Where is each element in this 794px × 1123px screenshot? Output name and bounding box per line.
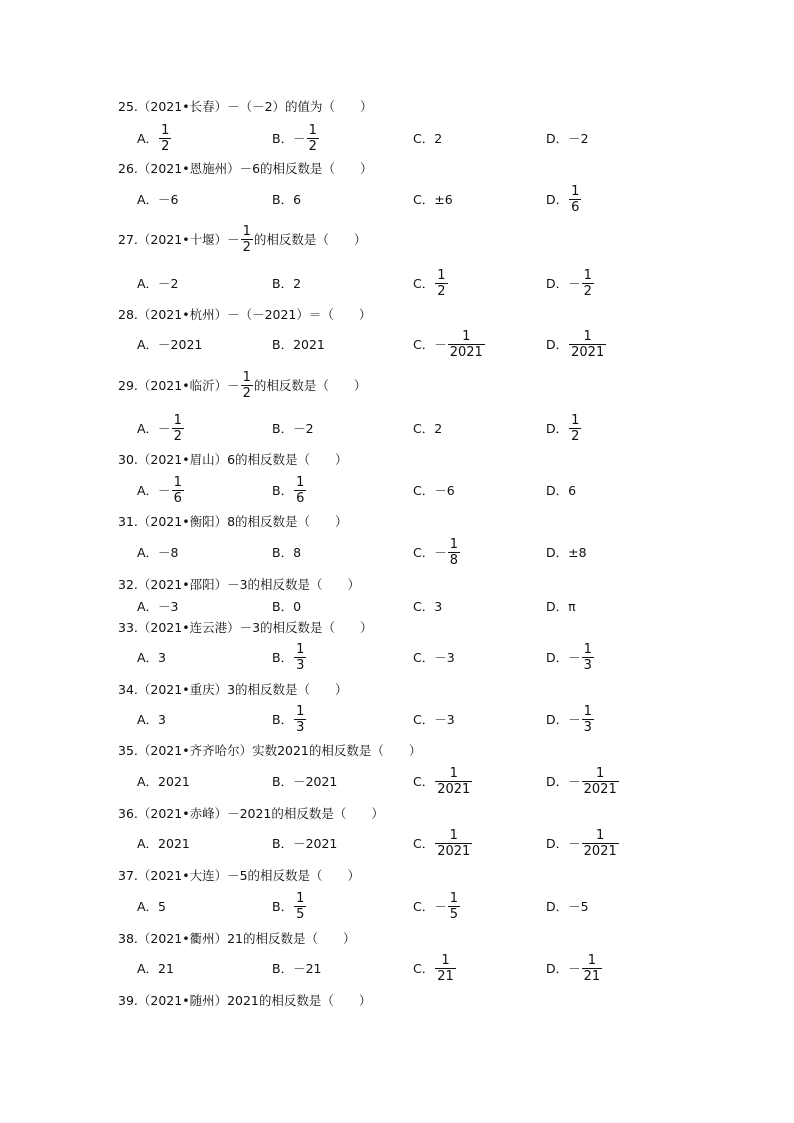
text-segment: C．±6 <box>413 192 453 207</box>
question-text <box>118 365 366 405</box>
text-segment: D． <box>546 421 569 436</box>
text-segment: B．－2021 <box>272 774 338 789</box>
text-segment: C． <box>413 774 435 789</box>
text-segment: C．－3 <box>413 712 455 727</box>
text-segment: D． <box>546 337 569 352</box>
text-segment: C．3 <box>413 599 443 614</box>
text-segment: B．－2021 <box>272 836 338 851</box>
fraction <box>448 537 460 568</box>
text-segment: A．－3 <box>137 599 179 614</box>
text-segment: B． <box>272 712 294 727</box>
fraction-numerator: 1 <box>571 183 580 199</box>
fraction-denominator: 2 <box>571 428 580 444</box>
text-segment: 29.（2021•临沂）－ <box>118 378 240 393</box>
text-segment: A．－8 <box>137 545 179 560</box>
text-segment: B． <box>272 899 294 914</box>
fraction-numerator: 1 <box>296 890 305 906</box>
fraction-numerator: 1 <box>173 412 182 428</box>
fraction-denominator: 2 <box>173 428 182 444</box>
text-segment: B． <box>272 483 294 498</box>
fraction-denominator: 2 <box>161 138 170 154</box>
option-c[interactable] <box>413 179 453 219</box>
text-segment: C．－6 <box>413 483 455 498</box>
fraction-numerator: 1 <box>242 223 251 239</box>
fraction <box>241 370 253 401</box>
fraction-denominator: 2021 <box>571 344 605 360</box>
fraction-denominator: 2 <box>242 385 251 401</box>
option-a[interactable] <box>137 179 179 219</box>
option-b[interactable] <box>272 324 325 364</box>
fraction <box>582 953 603 984</box>
question-stem <box>0 219 794 259</box>
text-segment: C．－ <box>413 899 447 914</box>
fraction <box>569 329 606 360</box>
fraction <box>294 891 306 922</box>
text-segment: D．6 <box>546 483 577 498</box>
text-segment: 38.（2021•衢州）21的相反数是（ ） <box>118 931 356 946</box>
text-segment: 36.（2021•赤峰）－2021的相反数是（ ） <box>118 806 384 821</box>
fraction-denominator: 21 <box>437 968 454 984</box>
text-segment: A． <box>137 131 159 146</box>
text-segment: D．－ <box>546 836 581 851</box>
text-segment: A．－2 <box>137 276 179 291</box>
fraction-numerator: 1 <box>296 474 305 490</box>
fraction-denominator: 6 <box>296 490 305 506</box>
fraction-denominator: 2021 <box>437 843 471 859</box>
text-segment: 31.（2021•衡阳）8的相反数是（ ） <box>118 514 348 529</box>
fraction-numerator: 1 <box>583 703 592 719</box>
fraction-numerator: 1 <box>308 122 317 138</box>
text-segment: D． <box>546 192 569 207</box>
fraction-denominator: 6 <box>173 490 182 506</box>
fraction <box>582 766 619 797</box>
fraction-numerator: 1 <box>596 765 605 781</box>
option-a[interactable] <box>137 324 202 364</box>
text-segment: A．－6 <box>137 192 179 207</box>
text-segment: 的相反数是（ ） <box>253 232 367 247</box>
fraction-numerator: 1 <box>441 952 450 968</box>
text-segment: D．－ <box>546 276 581 291</box>
option-d[interactable] <box>546 324 607 364</box>
fraction-denominator: 5 <box>449 906 459 922</box>
text-segment: A．－2021 <box>137 337 203 352</box>
text-segment: 30.（2021•眉山）6的相反数是（ ） <box>118 452 348 467</box>
fraction-numerator: 1 <box>583 267 592 283</box>
fraction-denominator: 2 <box>242 239 251 255</box>
fraction-denominator: 5 <box>296 906 305 922</box>
fraction <box>569 184 581 215</box>
text-segment: D．－ <box>546 961 581 976</box>
fraction <box>582 828 619 859</box>
text-segment: B． <box>272 650 294 665</box>
fraction-denominator: 3 <box>583 657 592 673</box>
text-segment: C．－ <box>413 545 447 560</box>
text-segment: B．－21 <box>272 961 322 976</box>
text-segment: D．－2 <box>546 131 589 146</box>
text-segment: D．－ <box>546 650 581 665</box>
fraction <box>435 828 472 859</box>
fraction-denominator: 2021 <box>583 843 617 859</box>
text-segment: 37.（2021•大连）－5的相反数是（ ） <box>118 868 361 883</box>
question-stem <box>0 980 794 1020</box>
question-stem <box>0 365 794 405</box>
text-segment: A．3 <box>137 650 167 665</box>
text-segment: B．－2 <box>272 421 314 436</box>
option-d[interactable] <box>546 179 582 219</box>
question-text <box>118 980 371 1020</box>
text-segment: B．6 <box>272 192 302 207</box>
fraction-numerator: 1 <box>449 827 458 843</box>
text-segment: 34.（2021•重庆）3的相反数是（ ） <box>118 682 348 697</box>
text-segment: 33.（2021•连云港）－3的相反数是（ ） <box>118 620 373 635</box>
fraction-numerator: 1 <box>587 952 597 968</box>
fraction-denominator: 2 <box>583 283 592 299</box>
text-segment: B．2021 <box>272 337 325 352</box>
fraction-denominator: 2021 <box>437 781 471 797</box>
question-text <box>118 219 366 259</box>
fraction <box>435 953 456 984</box>
text-segment: D．±8 <box>546 545 587 560</box>
fraction-numerator: 1 <box>571 412 580 428</box>
fraction-denominator: 2021 <box>583 781 617 797</box>
fraction <box>448 891 460 922</box>
option-c[interactable] <box>413 324 486 364</box>
text-segment: A．21 <box>137 961 174 976</box>
fraction-denominator: 2 <box>437 283 446 299</box>
text-segment: A．2021 <box>137 774 190 789</box>
fraction <box>448 329 485 360</box>
fraction <box>435 766 472 797</box>
text-segment: 的相反数是（ ） <box>253 378 367 393</box>
text-segment: A．3 <box>137 712 167 727</box>
fraction-denominator: 3 <box>296 657 305 673</box>
fraction-denominator: 8 <box>449 552 459 568</box>
text-segment: 28.（2021•杭州）－（－2021）＝（ ） <box>118 307 372 322</box>
text-segment: D．－5 <box>546 899 589 914</box>
text-segment: 39.（2021•随州）2021的相反数是（ ） <box>118 993 372 1008</box>
answer-options <box>0 179 794 219</box>
text-segment: A．2021 <box>137 836 190 851</box>
fraction-denominator: 3 <box>583 719 592 735</box>
text-segment: B．8 <box>272 545 302 560</box>
text-segment: B．2 <box>272 276 302 291</box>
text-segment: A．－ <box>137 483 171 498</box>
fraction-numerator: 1 <box>437 267 446 283</box>
fraction-denominator: 21 <box>583 968 601 984</box>
text-segment: C．2 <box>413 421 443 436</box>
fraction-numerator: 1 <box>161 122 170 138</box>
fraction-numerator: 1 <box>449 890 459 906</box>
fraction-numerator: 1 <box>296 703 305 719</box>
text-segment: 35.（2021•齐齐哈尔）实数2021的相反数是（ ） <box>118 743 422 758</box>
fraction-numerator: 1 <box>583 328 592 344</box>
text-segment: D．－ <box>546 774 581 789</box>
fraction-numerator: 1 <box>242 369 251 385</box>
fraction <box>294 642 306 673</box>
fraction <box>582 642 594 673</box>
text-segment: 25.（2021•长春）－（－2）的值为（ ） <box>118 99 373 114</box>
text-segment: C． <box>413 961 435 976</box>
text-segment: 27.（2021•十堰）－ <box>118 232 240 247</box>
fraction-numerator: 1 <box>583 641 592 657</box>
text-segment: A．5 <box>137 899 167 914</box>
text-segment: B．0 <box>272 599 302 614</box>
text-segment: D．－ <box>546 712 581 727</box>
text-segment: C．2 <box>413 131 443 146</box>
fraction-numerator: 1 <box>596 827 605 843</box>
fraction-numerator: 1 <box>462 328 471 344</box>
option-b[interactable] <box>272 179 301 219</box>
text-segment: 32.（2021•邵阳）－3的相反数是（ ） <box>118 577 361 592</box>
fraction-numerator: 1 <box>173 474 182 490</box>
text-segment: C．－ <box>413 337 447 352</box>
fraction-numerator: 1 <box>449 765 458 781</box>
text-segment: C． <box>413 276 435 291</box>
text-segment: D．π <box>546 599 576 614</box>
fraction-numerator: 1 <box>296 641 305 657</box>
text-segment: A．－ <box>137 421 171 436</box>
text-segment: B．－ <box>272 131 306 146</box>
fraction-denominator: 3 <box>296 719 305 735</box>
fraction-denominator: 2021 <box>449 344 483 360</box>
text-segment: C． <box>413 836 435 851</box>
fraction <box>241 224 253 255</box>
text-segment: 26.（2021•恩施州）－6的相反数是（ ） <box>118 161 373 176</box>
answer-options <box>0 324 794 364</box>
text-segment: C．－3 <box>413 650 455 665</box>
fraction-denominator: 2 <box>308 138 317 154</box>
fraction-numerator: 1 <box>449 536 459 552</box>
fraction-denominator: 6 <box>571 199 580 215</box>
